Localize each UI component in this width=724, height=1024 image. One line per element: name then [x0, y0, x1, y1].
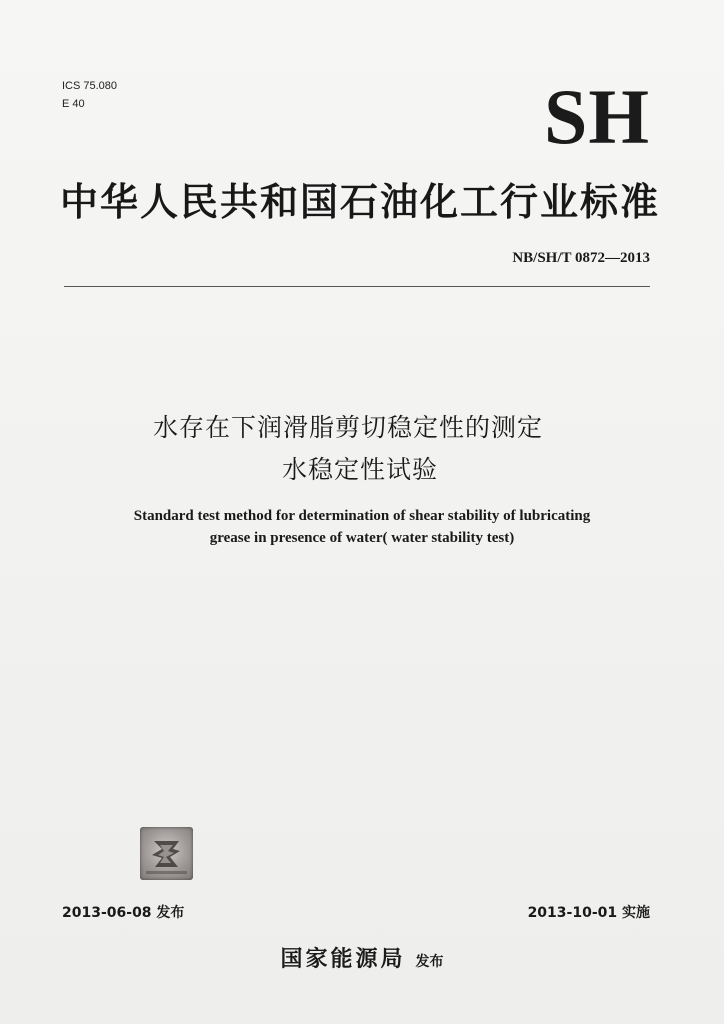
publisher-name: 国家能源局 [280, 947, 406, 972]
chinese-title-line2: 水稳定性试验 [281, 455, 438, 484]
publisher-seal-icon [140, 827, 193, 880]
ics-code: ICS 75.080 [62, 80, 118, 92]
publish-label: 发布 [415, 954, 444, 970]
publisher-line [0, 942, 724, 973]
sh-logo: SH [543, 73, 650, 160]
classification-block [62, 77, 117, 113]
issue-date: 2013-06-08 发布 [62, 905, 185, 921]
english-title-line2: grease in presence of water( water stability test) [209, 530, 515, 546]
implementation-date: 2013-10-01 实施 [527, 905, 650, 921]
ccs-code: E 40 [62, 98, 85, 110]
header-divider [64, 286, 650, 287]
standard-number: NB/SH/T 0872—2013 [512, 250, 650, 266]
english-title-line1: Standard test method for determination of shear stability of lubricating [133, 508, 591, 524]
chinese-title-line1: 水存在下润滑脂剪切稳定性的测定 [152, 413, 543, 442]
standard-category-title: 中华人民共和国石油化工行业标准 [60, 180, 661, 224]
